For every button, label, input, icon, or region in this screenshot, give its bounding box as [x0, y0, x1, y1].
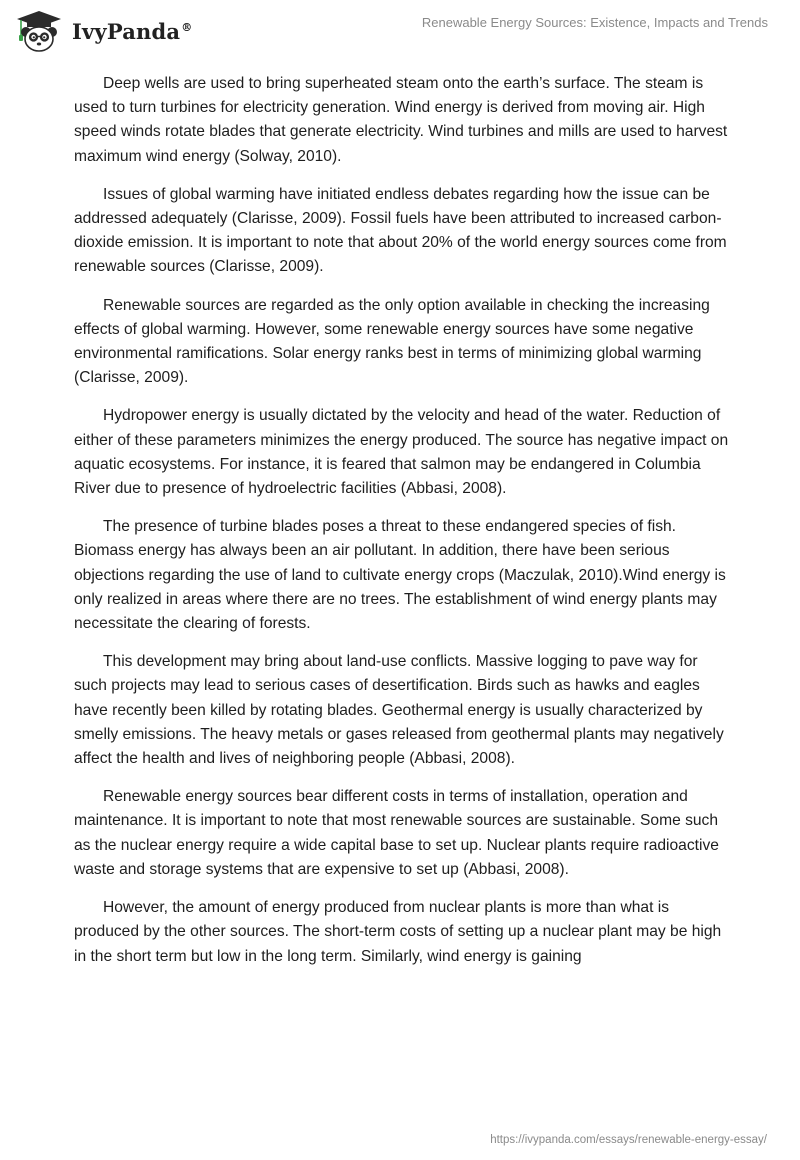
page-header	[0, 0, 800, 60]
panda-graduate-icon	[14, 10, 64, 52]
paragraph-3: Renewable sources are regarded as the only option available in checking the increasing effects of global warming. However, some renewable energy sources have some negative environmental ramifications. Solar energy ranks best in terms of minimizing global warming (Clarisse, 2009).	[74, 296, 710, 387]
source-url-link[interactable]: https://ivypanda.com/essays/renewable-energy-essay/	[490, 1134, 767, 1146]
brand-name-text: IvyPanda	[72, 18, 181, 44]
ivypanda-logo[interactable]	[14, 10, 192, 52]
paragraph-8: However, the amount of energy produced from nuclear plants is more than what is produced by the other sources. The short-term costs of setting up a nuclear plant may be high in the short term but low in the long term. Similarly, wind energy is gaining	[74, 899, 722, 965]
registered-mark: ®	[181, 20, 193, 34]
paragraph-6: This development may bring about land-use conflicts. Massive logging to pave way for such projects may lead to serious cases of desertification. Birds such as hawks and eagles have recently been killed by rotating blades. Geothermal energy is usually characterized by smelly emissions. The heavy metals or gases released from geothermal plants may negatively affect the health and lives of neighboring people (Abbasi, 2008).	[74, 653, 724, 768]
paragraph-2: Issues of global warming have initiated endless debates regarding how the issue can be addressed adequately (Clarisse, 2009). Fossil fuels have been attributed to increased carbon-dioxide emission. It is important to note that about 20% of the world energy sources come from renewable sources (Clarisse, 2009).	[74, 185, 727, 276]
paragraph-7: Renewable energy sources bear different costs in terms of installation, operation and maintenance. It is important to note that most renewable sources are sustainable. Some such as the nuclear energy require a wide capital base to set up. Nuclear plants require radioactive waste and storage systems that are expensive to set up (Abbasi, 2008).	[74, 788, 719, 878]
paragraph-5: The presence of turbine blades poses a threat to these endangered species of fish. Biomass energy has always been an air pollutant. In addition, there have been serious objections regarding the use of land to cultivate energy crops (Maczulak, 2010).Wind energy is only realized in areas where there are no trees. The establishment of wind energy plants may necessitate the clearing of forests.	[74, 518, 726, 633]
essay-body	[74, 72, 734, 983]
paragraph-1: Deep wells are used to bring superheated steam onto the earth’s surface. The steam is used to turn turbines for electricity generation. Wind energy is derived from moving air. High speed winds rotate blades that generate electricity. Wind turbines and mills are used to harvest maximum wind energy (Solway, 2010).	[74, 75, 728, 165]
brand-name	[72, 19, 192, 44]
document-title: Renewable Energy Sources: Existence, Impacts and Trends	[421, 15, 768, 30]
paragraph-4: Hydropower energy is usually dictated by the velocity and head of the water. Reduction of either of these parameters minimizes the energy produced. The source has negative impact on aquatic ecosystems. For instance, it is feared that salmon may be endangered in Columbia River due to presence of hydroelectric facilities (Abbasi, 2008).	[74, 407, 729, 498]
